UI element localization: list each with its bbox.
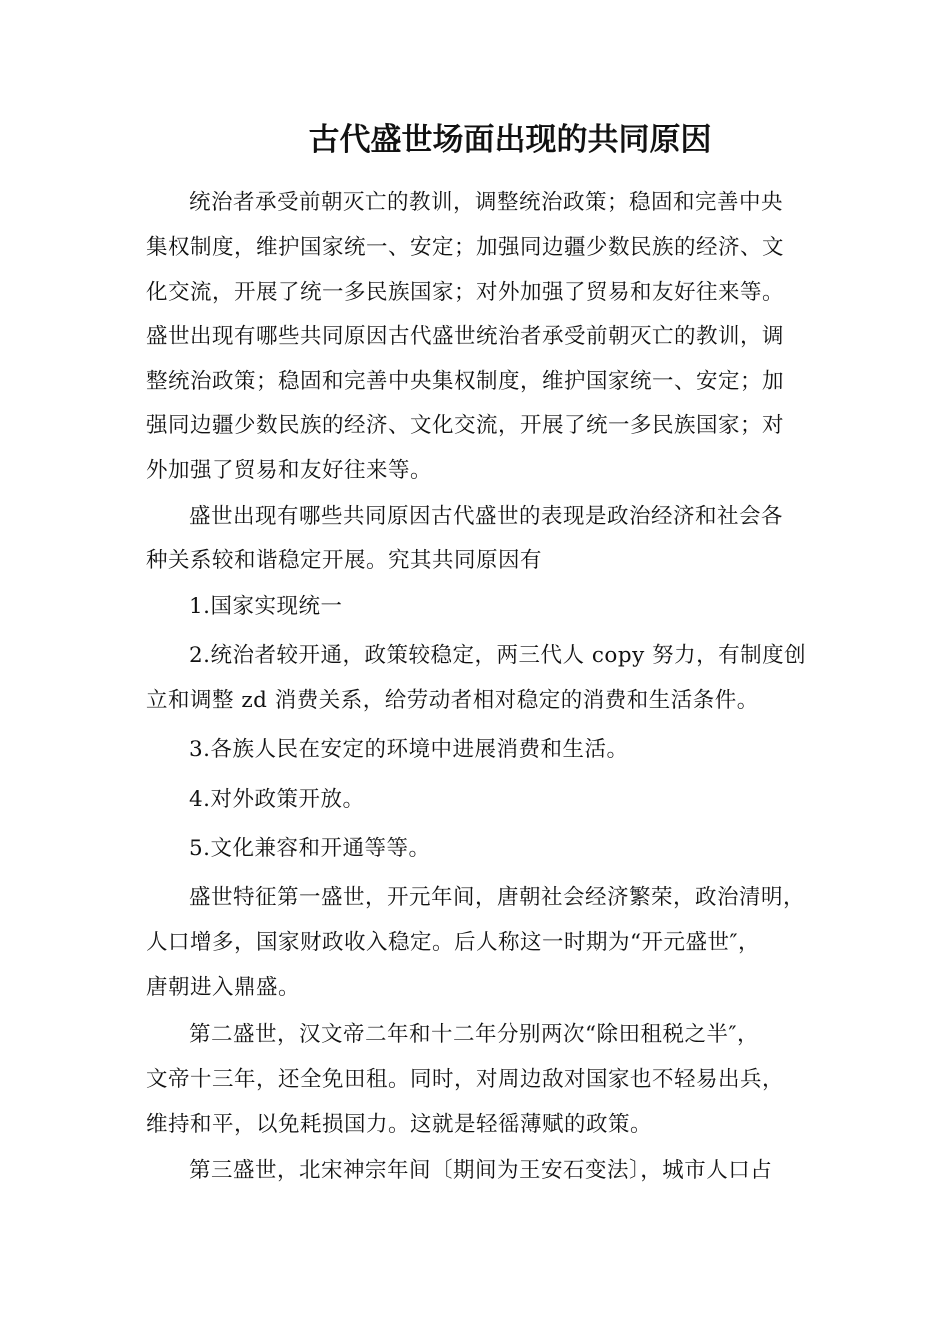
text-line: 第二盛世，汉文帝二年和十二年分别两次“除田租税之半″， (189, 1022, 760, 1047)
list-item: 4.对外政策开放。 (189, 787, 365, 812)
text-line: 第三盛世，北宋神宗年间〔期间为王安石变法〕，城市人口占 (189, 1158, 773, 1183)
text-line: 整统治政策；稳固和完善中央集权制度，维护国家统一、安定；加 (146, 369, 785, 394)
text-line: 盛世出现有哪些共同原因古代盛世统治者承受前朝灭亡的教训，调 (146, 324, 785, 349)
text-line: 化交流，开展了统一多民族国家；对外加强了贸易和友好往来等。 (146, 280, 785, 305)
text-line: 人口增多，国家财政收入稳定。后人称这一时期为“开元盛世″， (146, 930, 761, 955)
list-item: 3.各族人民在安定的环境中进展消费和生活。 (189, 737, 629, 762)
text-line: 唐朝进入鼎盛。 (146, 975, 301, 1000)
text-line: 立和调整 zd 消费关系，给劳动者相对稳定的消费和生活条件。 (146, 688, 759, 713)
text-line: 盛世特征第一盛世，开元年间，唐朝社会经济繁荣，政治清明， (189, 885, 806, 910)
text-line: 文帝十三年，还全免田租。同时，对周边敌对国家也不轻易出兵， (146, 1067, 785, 1092)
text-line: 集权制度，维护国家统一、安定；加强同边疆少数民族的经济、文 (146, 235, 785, 260)
text-line: 外加强了贸易和友好往来等。 (146, 458, 433, 483)
text-line: 维持和平，以免耗损国力。这就是轻徭薄赋的政策。 (146, 1112, 653, 1137)
list-item: 5.文化兼容和开通等等。 (189, 836, 431, 861)
list-item: 1.国家实现统一 (189, 594, 343, 619)
text-line: 盛世出现有哪些共同原因古代盛世的表现是政治经济和社会各 (189, 504, 784, 529)
list-item: 2.统治者较开通，政策较稳定，两三代人 copy 努力，有制度创 (189, 643, 807, 668)
document-title: 古代盛世场面出现的共同原因 (308, 122, 712, 158)
text-line: 强同边疆少数民族的经济、文化交流，开展了统一多民族国家；对 (146, 413, 785, 438)
text-line: 统治者承受前朝灭亡的教训，调整统治政策；稳固和完善中央 (189, 190, 784, 215)
text-line: 种关系较和谐稳定开展。究其共同原因有 (146, 548, 543, 573)
